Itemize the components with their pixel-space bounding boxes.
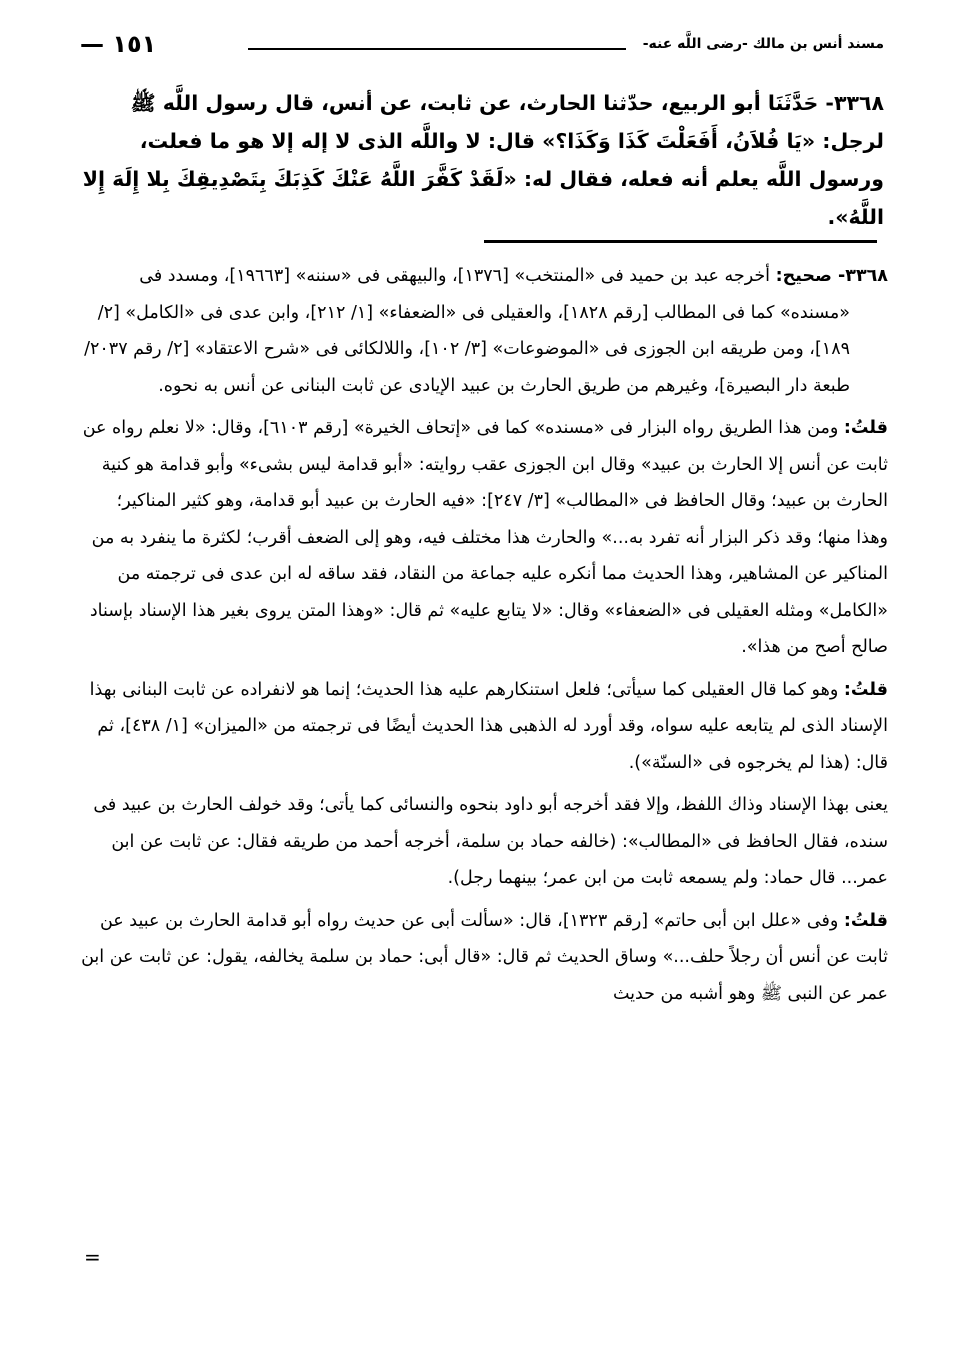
note-text-3: يعنى بهذا الإسناد وذاك اللفظ، وإلا فقد أخرجه أبو داود بنحوه والنسائى كما يأتى؛ وقد خولف الحارث بن عبيد فى سنده، فقال الحافظ فى «المطالب»: (خالفه حماد بن سلمة، أخرجه أحمد من طريقه فقال: عن ثابت عن ابن عمر... قال حماد: ولم يسمعه ثابت من ابن عمر؛ بينهما رجل). (93, 795, 888, 888)
hadith-quote-2: «لَقَدْ كَفَّرَ اللَّهُ عَنْكَ كَذِبَكَ بِتَصْدِيقِكَ بِلا إِلَهَ إِلا اللَّهُ». (82, 167, 884, 229)
hadith-number: ٣٣٦٨- (825, 91, 884, 115)
note-text-2: وهو كما قال العقيلى كما سيأتى؛ فلعل استنكارهم عليه هذا الحديث؛ إنما هو لانفراده عن ثابت البنانى بهذا الإسناد الذى لم يتابعه عليه سواه، وقد أورد له الذهبى هذا الحديث أيضًا فى ترجمته من «الميزان» [١/ ٤٣٨]، ثم قال: (هذا لم يخرجوه فى «السنّة»). (89, 679, 888, 773)
hadith-text (80, 84, 884, 236)
note-paragraph-1 (80, 410, 888, 666)
takhrij-label: ٣٣٦٨- صحيح: (775, 266, 888, 286)
page-number: ١٥١ — (80, 30, 157, 58)
note-label-4: قلتُ: (843, 910, 888, 931)
note-paragraph-2 (80, 672, 888, 782)
note-paragraph-3 (80, 787, 888, 897)
hadith-quote-1: «يَا فُلاَنُ، أَفَعَلْتَ كَذَا وَكَذَا؟» (542, 129, 816, 153)
header-rule (248, 48, 626, 50)
running-title: مسند أنس بن مالك -رضى اللَّه عنه- (642, 36, 884, 52)
footnote-separator (484, 240, 877, 243)
continuation-mark: = (84, 1245, 101, 1269)
note-paragraph-4 (80, 903, 888, 1013)
note-text-4: وفى «علل ابن أبى حاتم» [رقم ١٣٢٣]، قال: «سألت أبى عن حديث رواه أبو قدامة الحارث بن عبيد عن ثابت عن أنس أن رجلاً حلف...» وساق الحديث ثم قال: «قال أبى: حماد بن سلمة يخالفه، يقول: عن ثابت عن ابن عمر عن النبى ﷺ وهو أشبه من حديث (81, 910, 888, 1004)
note-label-1: قلتُ: (843, 418, 888, 438)
running-header (80, 30, 884, 64)
takhrij-paragraph (80, 258, 888, 404)
hadith-mid: قال: لا واللَّه الذى لا إله إلا هو ما فعلت، ورسول اللَّه يعلم أنه فعله، فقال له: (139, 129, 884, 191)
hadith-isnad: حَدَّثَنَا أبو الربيع، حدّثنا الحارث، عن ثابت، عن أنس، قال رسول اللَّه ﷺ لرجل: (130, 91, 884, 153)
takhrij-text: أخرجه عبد بن حميد فى «المنتخب» [١٣٧٦]، والبيهقى فى «سننه» [١٩٦٦٣]، ومسدد فى «مسنده» كما فى المطالب [رقم ١٨٢٨]، والعقيلى فى «الضعفاء» [١/ ٢١٢]، وابن عدى فى «الكامل» [٢/ ١٨٩]، ومن طريقه ابن الجوزى فى «الموضوعات» [٣/ ١٠٢]، واللالكائى فى «شرح الاعتقاد» [٢/ رقم ٢٠٣٧/ طبعة دار البصيرة]، وغيرهم من طريق الحارث بن عبيد الإيادى عن ثابت البنانى عن أنس به نحوه. (84, 266, 850, 396)
commentary (80, 258, 888, 1018)
note-label-2: قلتُ: (843, 679, 888, 700)
note-text-1: ومن هذا الطريق رواه البزار فى «مسنده» كما فى «إتحاف الخيرة» [رقم ٦١٠٣]، وقال: «لا نعلم رواه عن ثابت عن أنس إلا الحارث بن عبيد» وقال ابن الجوزى عقب روايته: «أبو قدامة ليس بشىء» وأبو قدامة هو كنية الحارث بن عبيد؛ وقال الحافظ فى «المطالب» [٣/ ٢٤٧]: «فيه الحارث بن عبيد أبو قدامة، وهو كثير المناكير؛ وهذا منها؛ وقد ذكر البزار أنه تفرد به...» والحارث هذا مختلف فيه، وهو إلى الضعف أقرب؛ لكثرة ما ينفرد به من المناكير عن المشاهير، وهذا الحديث مما أنكره عليه جماعة من النقاد، فقد ساقه له ابن عدى فى ترجمته من «الكامل» ومثله العقيلى فى «الضعفاء» وقال: «لا يتابع عليه» ثم قال: «وهذا المتن يروى بغير هذا الإسناد بإسناد صالح أصح من هذا». (82, 418, 888, 657)
